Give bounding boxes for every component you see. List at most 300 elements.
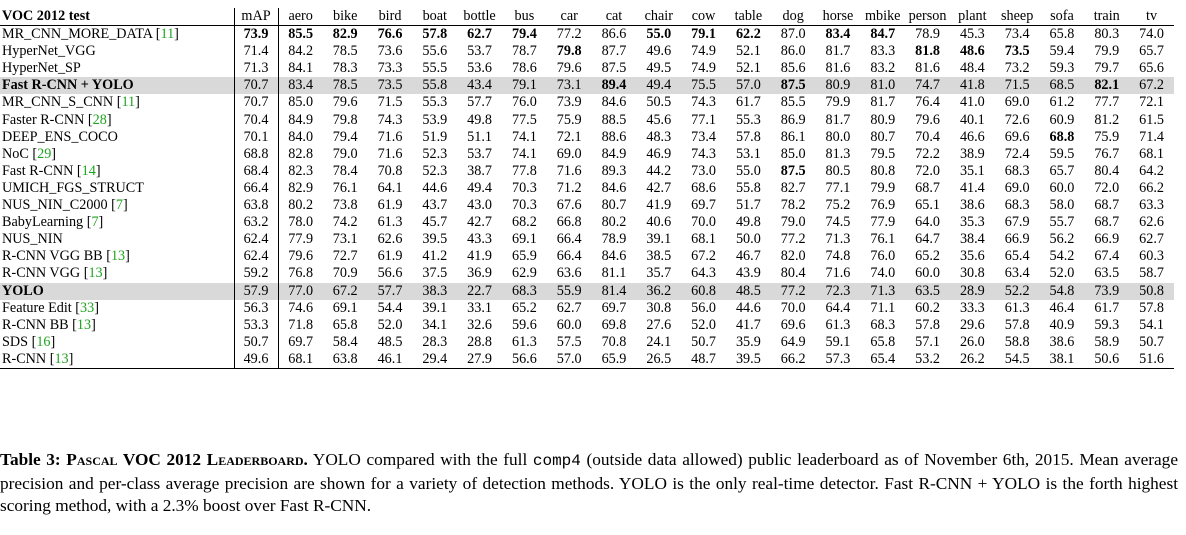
class-ap-cell: 83.4 (278, 77, 323, 94)
class-ap-cell: 74.7 (905, 77, 950, 94)
class-ap-cell: 46.4 (1049, 299, 1075, 316)
class-ap-cell: 38.7 (467, 162, 492, 179)
class-ap-cell: 72.3 (816, 283, 861, 300)
class-ap-cell: 60.2 (915, 299, 940, 316)
class-ap-cell: 41.0 (959, 94, 985, 111)
class-ap-cell: 48.3 (646, 128, 672, 145)
method-name-cell: Feature Edit [33] (2, 299, 99, 316)
method-name: NUS_NIN_C2000 (2, 197, 108, 214)
class-ap-cell: 75.5 (681, 77, 726, 94)
class-ap-cell: 71.6 (825, 265, 851, 282)
class-ap-cell: 55.0 (646, 26, 672, 43)
class-ap-cell: 74.1 (511, 128, 537, 145)
method-name: Fast R-CNN (2, 162, 74, 179)
class-ap-cell: 57.8 (422, 26, 448, 43)
class-ap-cell: 66.9 (1094, 231, 1120, 248)
class-column-header: bottle (457, 8, 502, 26)
class-ap-cell: 53.7 (467, 43, 492, 60)
class-ap-cell: 67.4 (1094, 248, 1120, 265)
class-ap-cell: 78.6 (511, 60, 537, 77)
class-ap-cell: 84.6 (601, 94, 627, 111)
class-ap-cell: 55.7 (1049, 214, 1075, 231)
class-ap-cell: 26.0 (959, 333, 985, 350)
class-ap-cell: 60.9 (1049, 111, 1075, 128)
table-row (0, 248, 1174, 265)
class-ap-cell: 76.0 (511, 94, 537, 111)
class-ap-cell: 50.5 (646, 94, 672, 111)
class-column-header: cow (681, 8, 726, 26)
class-ap-cell: 61.2 (1049, 94, 1075, 111)
class-ap-cell: 46.7 (735, 248, 761, 265)
method-name-cell: BabyLearning [7] (2, 214, 104, 231)
class-ap-cell: 26.2 (950, 351, 995, 369)
class-ap-cell: 87.5 (601, 60, 627, 77)
citation-ref: 7 (115, 197, 123, 214)
class-ap-cell: 68.1 (278, 351, 323, 369)
caption-label: Table 3: (0, 450, 61, 469)
class-ap-cell: 70.0 (691, 214, 716, 231)
class-ap-cell: 65.4 (860, 351, 905, 369)
class-ap-cell: 76.7 (1094, 145, 1120, 162)
method-name-cell: R-CNN BB [13] (2, 316, 96, 333)
class-column-header: table (726, 8, 771, 26)
class-ap-cell: 70.8 (377, 162, 403, 179)
class-ap-cell: 74.0 (1139, 26, 1164, 43)
class-ap-cell: 49.5 (646, 60, 672, 77)
class-ap-cell: 56.2 (1049, 231, 1075, 248)
class-ap-cell: 81.7 (825, 111, 851, 128)
class-ap-cell: 26.5 (636, 351, 681, 369)
class-ap-cell: 81.0 (860, 77, 905, 94)
class-ap-cell: 70.3 (511, 179, 537, 196)
class-ap-cell: 33.1 (467, 299, 492, 316)
class-ap-cell: 49.4 (467, 179, 492, 196)
class-ap-cell: 79.6 (556, 60, 582, 77)
class-ap-cell: 62.2 (735, 26, 761, 43)
class-ap-cell: 30.8 (646, 299, 672, 316)
class-ap-cell: 61.3 (377, 214, 403, 231)
citation-ref: 7 (91, 214, 99, 231)
class-ap-cell: 64.1 (377, 179, 403, 196)
class-ap-cell: 49.8 (735, 214, 761, 231)
class-ap-cell: 81.7 (825, 43, 851, 60)
class-ap-cell: 50.8 (1129, 283, 1174, 300)
class-column-header: cat (592, 8, 637, 26)
class-ap-cell: 72.2 (915, 145, 940, 162)
class-ap-cell: 83.2 (870, 60, 896, 77)
table-caption (0, 449, 1178, 518)
class-ap-cell: 64.7 (915, 231, 940, 248)
class-ap-cell: 79.6 (288, 248, 314, 265)
class-ap-cell: 57.5 (556, 333, 582, 350)
method-name: R-CNN VGG BB (2, 248, 103, 265)
class-ap-cell: 41.4 (959, 179, 985, 196)
method-name-cell: Faster R-CNN [28] (2, 111, 112, 128)
table-row (0, 77, 1174, 94)
class-ap-cell: 62.7 (467, 26, 492, 43)
class-ap-cell: 60.0 (915, 265, 940, 282)
method-name: Feature Edit (2, 299, 72, 316)
class-ap-cell: 83.4 (825, 26, 851, 43)
class-ap-cell: 73.3 (377, 60, 403, 77)
class-ap-cell: 77.9 (870, 214, 896, 231)
class-ap-cell: 65.1 (915, 197, 940, 214)
class-ap-cell: 38.6 (959, 197, 985, 214)
class-ap-cell: 28.3 (422, 333, 448, 350)
class-ap-cell: 81.6 (915, 60, 940, 77)
class-ap-cell: 68.7 (1094, 197, 1120, 214)
class-ap-cell: 57.7 (467, 94, 492, 111)
class-ap-cell: 86.1 (780, 128, 806, 145)
class-ap-cell: 82.9 (288, 179, 314, 196)
method-name-cell: R-CNN [13] (0, 351, 234, 369)
method-name-cell: Fast R-CNN [14] (2, 162, 101, 179)
class-ap-cell: 50.0 (735, 231, 761, 248)
class-ap-cell: 80.3 (1094, 26, 1120, 43)
method-name-cell: R-CNN VGG BB [13] (2, 248, 130, 265)
class-ap-cell: 55.3 (422, 94, 448, 111)
class-ap-cell: 46.1 (368, 351, 413, 369)
class-ap-cell: 65.9 (592, 351, 637, 369)
class-ap-cell: 83.3 (870, 43, 896, 60)
method-name: MR_CNN_MORE_DATA (2, 26, 153, 43)
class-ap-cell: 87.5 (771, 77, 816, 94)
class-ap-cell: 61.3 (511, 333, 537, 350)
class-ap-cell: 59.5 (1049, 145, 1075, 162)
class-ap-cell: 69.1 (332, 299, 358, 316)
class-ap-cell: 79.5 (870, 145, 896, 162)
class-ap-cell: 71.2 (556, 179, 582, 196)
class-column-header: aero (278, 8, 323, 26)
class-ap-cell: 58.0 (1049, 197, 1075, 214)
class-ap-cell: 79.8 (556, 43, 582, 60)
map-value-cell: 71.4 (234, 43, 278, 60)
method-name-cell (0, 77, 234, 94)
method-name: R-CNN (2, 350, 47, 367)
class-ap-cell: 38.1 (1040, 351, 1085, 369)
method-name-cell: SDS [16] (2, 333, 56, 350)
class-ap-cell: 63.5 (1094, 265, 1120, 282)
class-ap-cell: 50.6 (1084, 351, 1129, 369)
class-ap-cell: 57.8 (1139, 299, 1164, 316)
class-ap-cell: 43.0 (467, 197, 492, 214)
class-ap-cell: 70.9 (332, 265, 358, 282)
class-ap-cell: 41.2 (422, 248, 448, 265)
class-ap-cell: 74.0 (870, 265, 896, 282)
method-name: NoC (2, 145, 29, 162)
class-ap-cell: 74.6 (288, 299, 314, 316)
class-ap-cell: 81.2 (1094, 111, 1120, 128)
class-column-header: sheep (995, 8, 1040, 26)
class-column-header: sofa (1040, 8, 1085, 26)
class-ap-cell: 57.0 (547, 351, 592, 369)
class-ap-cell: 86.9 (780, 111, 806, 128)
citation-ref: 33 (80, 299, 95, 316)
class-ap-cell: 80.9 (816, 77, 861, 94)
class-ap-cell: 41.7 (735, 316, 761, 333)
class-ap-cell: 33.3 (959, 299, 985, 316)
class-ap-cell: 27.9 (457, 351, 502, 369)
class-ap-cell: 77.2 (556, 26, 582, 43)
class-ap-cell: 41.9 (646, 197, 672, 214)
class-ap-cell: 73.1 (332, 231, 358, 248)
method-name: MR_CNN_S_CNN (2, 94, 114, 111)
table-header (0, 8, 1174, 26)
citation-ref: 11 (160, 26, 175, 43)
class-ap-cell: 85.0 (288, 94, 314, 111)
class-ap-cell: 72.1 (1139, 94, 1164, 111)
class-ap-cell: 71.6 (377, 128, 403, 145)
class-ap-cell: 77.2 (771, 283, 816, 300)
citation-ref: 14 (81, 162, 96, 179)
citation-ref: 13 (76, 316, 92, 333)
class-ap-cell: 37.5 (422, 265, 448, 282)
class-ap-cell: 55.3 (735, 111, 761, 128)
class-ap-cell: 73.2 (1004, 60, 1030, 77)
table-row (0, 317, 1174, 334)
class-ap-cell: 38.9 (959, 145, 985, 162)
class-column-header: mbike (860, 8, 905, 26)
class-ap-cell: 84.9 (601, 145, 627, 162)
class-ap-cell: 77.1 (825, 179, 851, 196)
class-ap-cell: 46.6 (959, 128, 985, 145)
class-ap-cell: 49.8 (467, 111, 492, 128)
method-name: HyperNet_SP (2, 60, 81, 77)
class-ap-cell: 76.1 (332, 179, 358, 196)
class-ap-cell: 72.4 (1004, 145, 1030, 162)
class-ap-cell: 38.6 (1049, 333, 1075, 350)
method-name: DEEP_ENS_COCO (2, 128, 118, 145)
class-ap-cell: 69.8 (601, 316, 627, 333)
class-ap-cell: 52.0 (1049, 265, 1075, 282)
map-value-cell: 73.9 (234, 26, 278, 44)
class-column-header: person (905, 8, 950, 26)
class-ap-cell: 71.5 (995, 77, 1040, 94)
class-ap-cell: 84.0 (288, 128, 314, 145)
class-ap-cell: 60.0 (1049, 179, 1075, 196)
class-ap-cell: 62.7 (1139, 231, 1164, 248)
method-name: Faster R-CNN (2, 111, 85, 128)
class-ap-cell: 52.1 (735, 43, 761, 60)
class-ap-cell: 72.6 (1004, 111, 1030, 128)
class-ap-cell: 68.6 (691, 179, 716, 196)
class-ap-cell: 59.4 (1049, 43, 1075, 60)
class-ap-cell: 45.3 (959, 26, 985, 43)
class-ap-cell: 79.4 (332, 128, 358, 145)
class-ap-cell: 77.2 (780, 231, 806, 248)
class-ap-cell: 77.9 (288, 231, 314, 248)
class-ap-cell: 59.3 (1049, 60, 1075, 77)
class-ap-cell: 39.5 (422, 231, 448, 248)
citation-ref: 11 (121, 94, 136, 111)
class-ap-cell: 80.4 (780, 265, 806, 282)
class-ap-cell: 87.0 (780, 26, 806, 43)
class-ap-cell: 69.7 (691, 197, 716, 214)
class-ap-cell: 57.8 (915, 316, 940, 333)
map-value-cell: 68.8 (234, 146, 278, 163)
class-column-header: boat (412, 8, 457, 26)
map-value-cell: 71.3 (234, 60, 278, 77)
class-ap-cell: 45.7 (422, 214, 448, 231)
class-ap-cell: 67.6 (556, 197, 582, 214)
class-ap-cell: 68.2 (511, 214, 537, 231)
class-ap-cell: 85.0 (780, 145, 806, 162)
class-ap-cell: 38.5 (646, 248, 672, 265)
class-ap-cell: 77.0 (278, 283, 323, 300)
class-ap-cell: 87.5 (780, 162, 806, 179)
table-row (0, 94, 1174, 111)
method-column-header: VOC 2012 test (0, 8, 234, 26)
class-ap-cell: 66.2 (771, 351, 816, 369)
class-ap-cell: 30.8 (959, 265, 985, 282)
class-ap-cell: 52.0 (691, 316, 716, 333)
class-ap-cell: 70.0 (780, 299, 806, 316)
method-name: HyperNet_VGG (2, 43, 96, 60)
class-ap-cell: 58.7 (1139, 265, 1164, 282)
class-ap-cell: 36.2 (636, 283, 681, 300)
class-ap-cell: 73.1 (547, 77, 592, 94)
class-ap-cell: 44.2 (646, 162, 672, 179)
class-ap-cell: 64.9 (780, 333, 806, 350)
class-ap-cell: 67.2 (691, 248, 716, 265)
class-ap-cell: 38.4 (959, 231, 985, 248)
class-ap-cell: 79.6 (915, 111, 940, 128)
method-name-cell (0, 231, 234, 248)
class-ap-cell: 80.9 (870, 111, 896, 128)
method-name: SDS (2, 333, 29, 350)
class-ap-cell: 73.4 (1004, 26, 1030, 43)
class-ap-cell: 54.2 (1049, 248, 1075, 265)
class-ap-cell: 62.9 (511, 265, 537, 282)
class-ap-cell: 45.6 (646, 111, 672, 128)
method-name-cell: NoC [29] (2, 145, 57, 162)
class-ap-cell: 65.7 (1049, 162, 1075, 179)
class-ap-cell: 61.5 (1139, 111, 1164, 128)
map-value-cell: 57.9 (234, 283, 278, 300)
class-ap-cell: 74.2 (332, 214, 358, 231)
class-ap-cell: 76.4 (915, 94, 940, 111)
class-column-header: bike (323, 8, 368, 26)
class-ap-cell: 72.0 (915, 162, 940, 179)
class-ap-cell: 44.6 (422, 179, 448, 196)
class-ap-cell: 43.4 (457, 77, 502, 94)
class-ap-cell: 77.7 (1094, 94, 1120, 111)
class-ap-cell: 87.7 (601, 43, 627, 60)
class-ap-cell: 22.7 (457, 283, 502, 300)
caption-text-before-code: YOLO compared with the full (312, 450, 528, 469)
class-ap-cell: 53.6 (467, 60, 492, 77)
class-ap-cell: 82.0 (780, 248, 806, 265)
class-ap-cell: 79.9 (1094, 43, 1120, 60)
class-ap-cell: 69.6 (1004, 128, 1030, 145)
class-ap-cell: 78.0 (288, 214, 314, 231)
map-value-cell: 49.6 (234, 351, 278, 369)
class-ap-cell: 53.1 (735, 145, 761, 162)
class-ap-cell: 51.7 (735, 197, 761, 214)
class-ap-cell: 57.7 (368, 283, 413, 300)
table-row (0, 129, 1174, 146)
class-ap-cell: 69.0 (1004, 94, 1030, 111)
class-ap-cell: 65.2 (511, 299, 537, 316)
class-column-header: dog (771, 8, 816, 26)
table-body (0, 26, 1174, 369)
method-name-cell (0, 180, 234, 197)
class-ap-cell: 80.5 (825, 162, 851, 179)
class-ap-cell: 75.9 (556, 111, 582, 128)
class-ap-cell: 38.3 (412, 283, 457, 300)
table-row (0, 43, 1174, 60)
class-ap-cell: 82.9 (332, 26, 358, 43)
class-ap-cell: 78.9 (601, 231, 627, 248)
class-ap-cell: 79.6 (332, 94, 358, 111)
class-ap-cell: 48.7 (681, 351, 726, 369)
class-ap-cell: 71.5 (377, 94, 403, 111)
class-ap-cell: 71.3 (860, 283, 905, 300)
class-column-header: bird (368, 8, 413, 26)
class-ap-cell: 74.3 (691, 94, 716, 111)
class-ap-cell: 63.5 (905, 283, 950, 300)
map-value-cell: 70.4 (234, 112, 278, 129)
class-column-header: plant (950, 8, 995, 26)
table-row (0, 283, 1174, 300)
class-ap-cell: 71.8 (288, 316, 314, 333)
class-ap-cell: 82.7 (780, 179, 806, 196)
method-name-cell (0, 60, 234, 77)
class-ap-cell: 78.5 (323, 77, 368, 94)
class-ap-cell: 65.8 (332, 316, 358, 333)
class-ap-cell: 79.4 (511, 26, 537, 43)
class-ap-cell: 67.9 (1004, 214, 1030, 231)
class-ap-cell: 84.6 (601, 179, 627, 196)
class-ap-cell: 79.9 (825, 94, 851, 111)
class-ap-cell: 72.0 (1094, 179, 1120, 196)
class-ap-cell: 68.5 (1040, 77, 1085, 94)
class-ap-cell: 51.1 (467, 128, 492, 145)
caption-text-after-code: (outside data allowed) public leaderboard as of November 6th, 2015. Mean average precision and per-class average precision are shown for a variety of detection methods. YOLO is the only real-time detector. Fast R-CNN + YOLO is the forth highest scoring method, with a 2.3% boost over Fast R-CNN. (0, 450, 1178, 515)
method-name: Fast R-CNN + YOLO (2, 77, 134, 94)
method-name: YOLO (2, 282, 44, 299)
method-name: UMICH_FGS_STRUCT (2, 179, 144, 196)
class-ap-cell: 57.8 (735, 128, 761, 145)
table-row (0, 334, 1174, 351)
class-ap-cell: 62.6 (377, 231, 403, 248)
method-name-cell (0, 129, 234, 146)
class-column-header: chair (636, 8, 681, 26)
citation-ref: 13 (110, 248, 126, 265)
class-ap-cell: 61.3 (1004, 299, 1030, 316)
class-ap-cell: 88.5 (601, 111, 627, 128)
class-ap-cell: 80.8 (870, 162, 896, 179)
class-ap-cell: 71.1 (870, 299, 896, 316)
class-ap-cell: 44.6 (735, 299, 761, 316)
class-ap-cell: 35.7 (646, 265, 672, 282)
class-ap-cell: 32.6 (467, 316, 492, 333)
class-ap-cell: 69.1 (511, 231, 537, 248)
class-ap-cell: 74.5 (825, 214, 851, 231)
class-ap-cell: 68.7 (915, 179, 940, 196)
class-ap-cell: 76.9 (870, 197, 896, 214)
table-row (0, 197, 1174, 214)
class-ap-cell: 76.1 (870, 231, 896, 248)
class-ap-cell: 58.4 (332, 333, 358, 350)
class-ap-cell: 81.1 (601, 265, 627, 282)
table-row (0, 214, 1174, 231)
map-value-cell: 53.3 (234, 317, 278, 334)
class-ap-cell: 84.9 (288, 111, 314, 128)
table-row (0, 146, 1174, 163)
class-ap-cell: 64.4 (825, 299, 851, 316)
class-ap-cell: 64.3 (691, 265, 716, 282)
